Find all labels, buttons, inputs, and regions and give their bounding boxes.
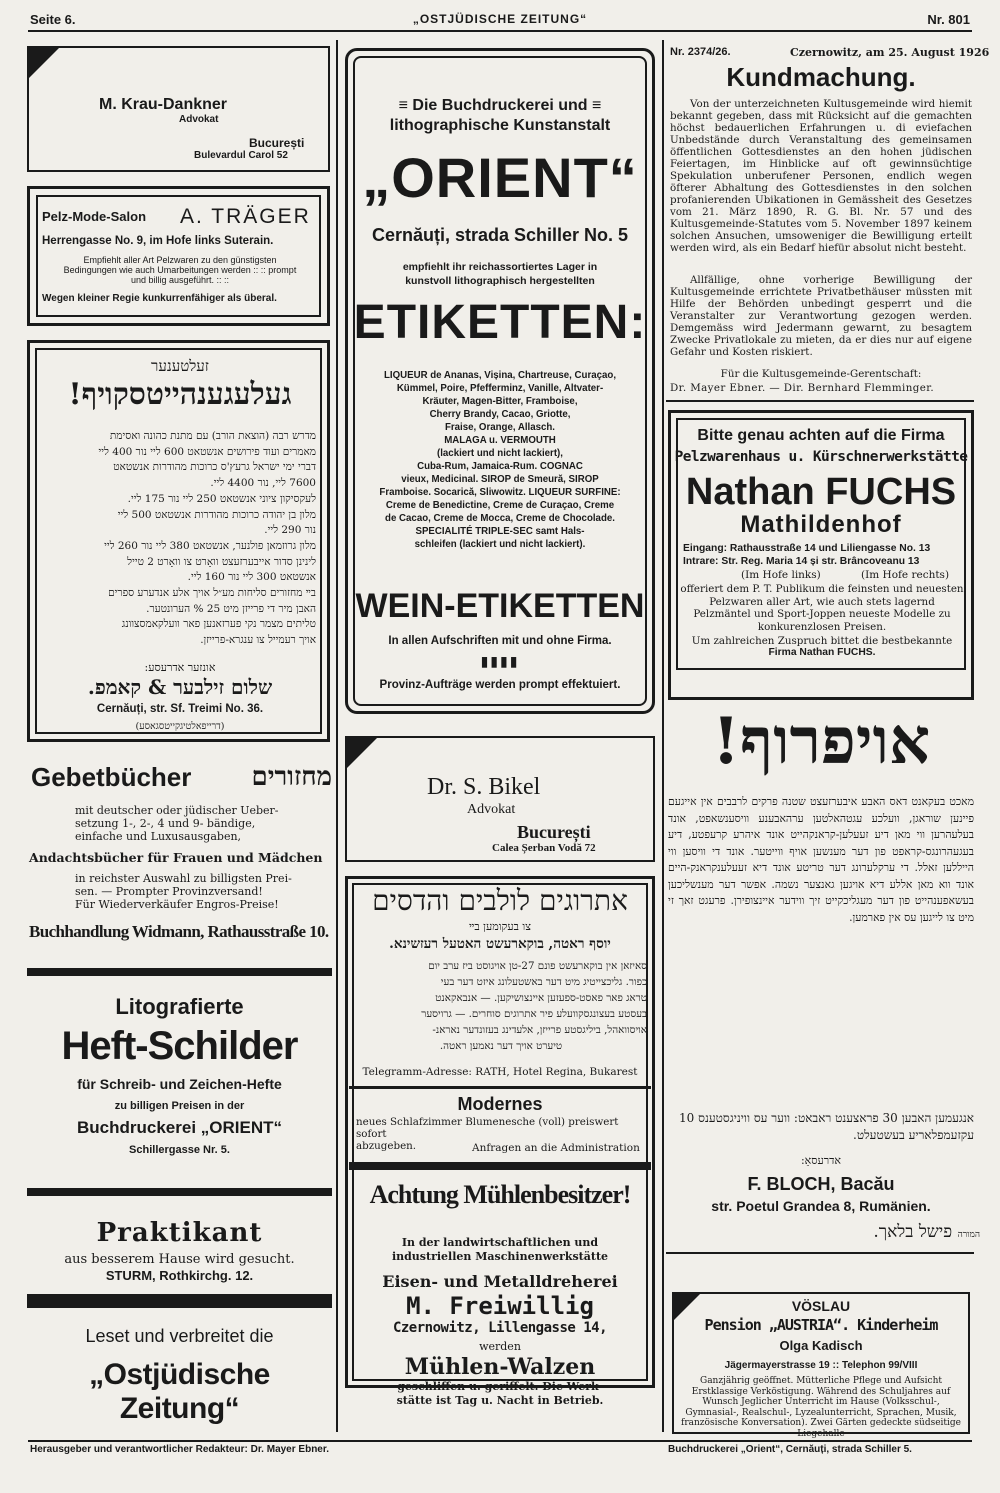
column-rule bbox=[336, 40, 338, 1432]
ayfruf-signature bbox=[780, 1222, 980, 1242]
fuchs-footer2: Firma Nathan FUCHS. bbox=[768, 647, 876, 658]
salon-address: Herrengasse No. 9, im Hofe links Suterain. bbox=[42, 235, 274, 247]
orient-name: „ORIENT“ bbox=[362, 146, 638, 209]
freiwillig-line3: Eisen- und Metalldreherei bbox=[382, 1272, 618, 1291]
esrogim-body bbox=[355, 958, 647, 1054]
leset-line2: „Ostjüdische Zeitung“ bbox=[89, 1358, 270, 1425]
ayfruf-sig-name: פישל בלאך. bbox=[873, 1222, 953, 1242]
ad-yiddish-books bbox=[27, 340, 330, 742]
fuchs-footer1: Um zahlreichen Zuspruch bittet die bestbekannte bbox=[691, 635, 953, 647]
lawyer-city: București bbox=[249, 136, 305, 150]
ayfruf-firm: F. BLOCH, Bacău bbox=[747, 1174, 895, 1194]
book-line: מאמרים ועוד פירושים אנשטאט 600 ליי נור 400 ליי bbox=[98, 445, 316, 458]
divider-bar bbox=[349, 1162, 651, 1170]
footer-printer: Buchdruckerei „Orient“, Cernăuți, strada Schiller 5. bbox=[668, 1444, 912, 1455]
kundmachung-sign2: Dr. Mayer Ebner. — Dir. Bernhard Flemminger. bbox=[670, 382, 935, 394]
modernes-line: abzugeben. bbox=[356, 1140, 417, 1152]
kundmachung-nr: Nr. 2374/26. bbox=[670, 46, 731, 58]
fuchs-line1: Bitte genau achten auf die Firma bbox=[697, 427, 945, 444]
book-line: מלון גרוזמאן פולנער, אנשטאט 380 ליי נור 260 ליי bbox=[104, 539, 316, 552]
heft-line4: zu billigen Preisen in der bbox=[114, 1100, 245, 1112]
book-line: 7600 ליי, נור 4400 ליי. bbox=[210, 477, 316, 490]
book-line: אויך רעמייל צו ענגרא-פרייזן. bbox=[200, 634, 316, 647]
ornament-blocks: ▮▮▮▮ bbox=[480, 654, 520, 670]
divider-bar bbox=[27, 1188, 332, 1196]
ayfruf-body: מאכט בעקאנט דאס האבע איבערזעצט שטנה פרקים לרבבים אין אייגעם פיינען שוראגן, וועלכע עגטהאלטען ערהאבענע וויסענשאפט, אונד בעלעהרען ווי מאן דיע זעעלען-קראנקהייט אונד איהרע קרעפטע, דיע בעגעהרונגס-קראפט פון דער מענשען אויף ווייטער. אונד די וויסען ווי הייללען זאלל. די ערקלערונג דער טריטע אונד דיא זעעלענקראנק-היים אונד ווא מאן אללע דיא אויגען גאנצער נשמה. אפשר דער מענשליכען בעשאפענהייט פון דער מעגליכקייט זיך ווידער איינצופירן. פרעגט זאך זי מיט צו לייגען עס אין פארמען. bbox=[668, 795, 974, 924]
book-line: לעקסיקון ציוני אנשטאט 250 ליי נור 175 ליי. bbox=[127, 492, 316, 505]
book-line: טליתים מצמר נקי פערזאנען פאר וועלקאמסצוונג bbox=[121, 618, 316, 631]
fuchs-eingang: Eingang: Rathausstraße 14 und Liliengasse No. 13 bbox=[683, 543, 931, 554]
signature-label: אונזער אדרעסע: bbox=[144, 661, 216, 674]
praktikant-line1: aus besserem Hause wird gesucht. bbox=[64, 1252, 295, 1267]
esrogim-headline: אתרוגים לולבים והדסים bbox=[372, 884, 628, 917]
ayfruf-sig-label: המורה bbox=[957, 1230, 980, 1240]
fuchs-name: Nathan FUCHS bbox=[685, 471, 957, 513]
etikett-line: Cherry Brandy, Cacao, Griotte, bbox=[429, 409, 571, 420]
etikett-line: de Cacao, Creme de Mocca, Creme de Chocolade. bbox=[385, 513, 615, 524]
gebet-line: mit deutscher oder jüdischer Ueber- bbox=[75, 804, 279, 817]
freiwillig-werden: werden bbox=[479, 1340, 521, 1353]
book-line: בײ מחזורים סליחות מע״ל אויך אלע אנדערע ספרים bbox=[108, 587, 316, 600]
esrogim-line: בעסטע בעצונגסקוועלע פיר אתרוגים סוחרים. — גרויסער bbox=[421, 1008, 647, 1020]
etikett-line: schleifen (lackiert und nicht lackiert). bbox=[414, 539, 586, 550]
salon-name: A. TRÄGER bbox=[180, 205, 311, 228]
book-line: מלון בן יהודה כרוכות מהודרות אנשטאט 500 ליי bbox=[117, 508, 316, 521]
orient-address: Cernăuți, strada Schiller No. 5 bbox=[371, 225, 629, 245]
ad-orient bbox=[345, 48, 655, 714]
gebet-lines bbox=[75, 804, 325, 843]
salon-footer: Wegen kleiner Regie kunkurrenfähiger als überal. bbox=[42, 293, 277, 304]
esrogim-line: כפור. גליכצייטיג מיט דער באשטעלונג איזט דער בעי bbox=[440, 976, 647, 988]
etikett-line: MALAGA u. VERMOUTH bbox=[444, 435, 556, 446]
etikett-line: Framboise. Socarică, Sliwowitz. LIQUEUR SURFINE: bbox=[379, 487, 621, 498]
fuchs-body: offeriert dem P. T. Publikum die feinsten und neuesten Pelzwaren aller Art, wie auch stets lagernd Pelzmäntel und Sport-Joppen neueste Modelle zu konkurenzlosen Preisen. bbox=[680, 583, 964, 633]
firm-address: Cernăuți, str. Sf. Treimi No. 36. bbox=[96, 703, 264, 715]
etikett-line: Cuba-Rum, Jamaica-Rum. COGNAC bbox=[417, 461, 583, 472]
salon-body: Empfiehlt aller Art Pelzwaren zu den günstigsten Bedingungen wie auch Umarbeitungen werden :: :: prompt und billig ausgeführt. :: :: bbox=[63, 255, 297, 285]
book-list bbox=[42, 429, 316, 649]
gebet-title: Gebetbücher bbox=[31, 762, 192, 792]
etikett-line: SPECIALITÉ TRIPLE-SEC samt Hals- bbox=[415, 526, 585, 537]
page-number: Seite 6. bbox=[30, 12, 76, 27]
ayfruf-street: str. Poetul Grandea 8, Rumänien. bbox=[711, 1198, 931, 1214]
gebet-lines2 bbox=[75, 872, 325, 911]
freiwillig-line5: stätte ist Tag u. Nacht in Betrieb. bbox=[396, 1394, 604, 1407]
book-line: אנשטאט 300 ליי נור 160 ליי. bbox=[187, 571, 316, 584]
ad-gebetbuecher bbox=[27, 752, 332, 962]
kundmachung-body2: Allfällige, ohne vorherige Bewilligung der Kultusgemeinde errichtete Privatbethäuser müssten mit Hilfe der Behörden unbedingt gesperrt und die Veranstalter zur Verantwortung gezogen werden. Demgemäss wird Jedermann gewarnt, zu besagtem Zwecke Privatlokale zu mieten, da er dies nur auf eigene Gefahr und Kosten riskiert. bbox=[670, 274, 972, 358]
firm-street-yiddish: (דרייפאלטיגקייטסגאסע) bbox=[135, 721, 225, 732]
ad-kraudankner bbox=[27, 46, 330, 172]
lawyer-title: Advokat bbox=[179, 114, 219, 125]
orient-wein: WEIN-ETIKETTEN bbox=[355, 587, 645, 625]
ad-traeger bbox=[27, 186, 330, 326]
kundmachung-title: Kundmachung. bbox=[726, 62, 916, 92]
gebet-andacht: Andachtsbücher für Frauen und Mädchen bbox=[29, 850, 323, 865]
etikett-line: Fraise, Orange, Allasch. bbox=[444, 422, 555, 433]
heft-line2: Heft-Schilder bbox=[61, 1024, 298, 1068]
ad-fuchs bbox=[668, 410, 974, 700]
austria-title: Pension „AUSTRIA“. Kinderheim bbox=[704, 1316, 938, 1334]
divider-rule bbox=[349, 1086, 651, 1089]
freiwillig-line4: geschliffen u. geriffelt. Die Werk- bbox=[397, 1380, 603, 1393]
freiwillig-line1: In der landwirtschaftlichen und bbox=[401, 1236, 599, 1249]
etikett-line: Kümmel, Poire, Pfefferminz, Vanille, Altvater- bbox=[396, 383, 604, 394]
etikett-line: Kräuter, Magen-Bitter, Framboise, bbox=[422, 396, 578, 407]
gebet-line: Für Wiederverkäufer Engros-Preise! bbox=[75, 898, 279, 911]
divider-bar bbox=[27, 1294, 332, 1308]
bikel-title: Advokat bbox=[467, 802, 516, 817]
heft-line3: für Schreib- und Zeichen-Hefte bbox=[77, 1076, 282, 1092]
fuchs-hof2: (Im Hofe rechts) bbox=[861, 569, 950, 581]
ayfruf-body2: אנגעמען האבען 30 פראצענט ראבאט: ווער עס וויניגסטענס 10 עקזעמפלאריע בעשטעלט. bbox=[679, 1111, 974, 1142]
book-line: מדרש רבה (הוצאת הורב) עם מתנת כהונה ואסימת bbox=[109, 430, 316, 442]
modernes-title: Modernes bbox=[457, 1094, 543, 1114]
firm-name: שלום זילבער & קאמפ. bbox=[87, 675, 273, 699]
etikett-line: (lackiert und nicht lackiert), bbox=[437, 448, 563, 459]
modernes-contact: Anfragen an die Administration bbox=[472, 1142, 640, 1154]
fuchs-line2: Pelzwarenhaus u. Kürschnerwerkstätte bbox=[674, 449, 968, 465]
etikett-line: vieux, Medicinal. SIROP de Smeură, SIROP bbox=[401, 474, 599, 485]
bikel-street: Calea Șerban Vodă 72 bbox=[492, 842, 596, 854]
orient-wein-sub: In allen Aufschriften mit und ohne Firma. bbox=[388, 635, 612, 647]
fuchs-hof1: (Im Hofe links) bbox=[741, 569, 821, 581]
footer-rule bbox=[28, 1440, 972, 1442]
lawyer-street: Bulevardul Carol 52 bbox=[194, 150, 288, 161]
etiketten-list bbox=[352, 369, 648, 551]
heft-line1: Litografierte bbox=[115, 994, 244, 1019]
ayfruf-addr-label: אדרעסאֵ: bbox=[800, 1154, 842, 1167]
book-line: דברי ימי ישראל גרעץ'ס כרוכות מהודרות אנשטאט bbox=[113, 461, 316, 474]
orient-line2: lithographische Kunstanstalt bbox=[389, 117, 611, 134]
freiwillig-muehlen: Mühlen-Walzen bbox=[404, 1354, 596, 1380]
book-line: נור 290 ליי. bbox=[264, 524, 316, 537]
freiwillig-address: Czernowitz, Lillengasse 14, bbox=[392, 1320, 608, 1336]
austria-town: VÖSLAU bbox=[791, 1298, 851, 1314]
gebet-line: in reichster Auswahl zu billigsten Prei- bbox=[75, 872, 292, 885]
gebet-firm: Buchhandlung Widmann, Rathausstraße 10. bbox=[29, 922, 329, 941]
ad-headline: געלעגענהייטסקויף! bbox=[68, 377, 292, 412]
praktikant-title: Praktikant bbox=[96, 1218, 263, 1248]
austria-address: Jägermayerstrasse 19 :: Telephon 99/VIII bbox=[724, 1360, 918, 1371]
orient-etiketten: ETIKETTEN: bbox=[353, 296, 647, 349]
etikett-line: LIQUEUR de Ananas, Vișina, Chartreuse, Curaçao, bbox=[383, 370, 617, 381]
corner-ornament bbox=[27, 46, 61, 80]
heft-line6: Schillergasse Nr. 5. bbox=[129, 1144, 230, 1156]
salon-label: Pelz-Mode-Salon bbox=[42, 209, 147, 224]
praktikant-line2: STURM, Rothkirchg. 12. bbox=[105, 1268, 254, 1283]
ad-praktikant bbox=[27, 1200, 332, 1286]
newspaper-title: „OSTJÜDISCHE ZEITUNG“ bbox=[412, 12, 588, 26]
kundmachung-date: Czernowitz, am 25. August 1926 bbox=[790, 46, 990, 59]
ad-bikel bbox=[345, 736, 655, 862]
header-rule bbox=[28, 30, 972, 32]
leset-line1: Leset und verbreitet die bbox=[85, 1326, 274, 1346]
esrogim-line: אויסוואהל, ביליגסטע פרייזן, אלעדינג בעזונדער נאראנ- bbox=[432, 1024, 647, 1036]
ad-kicker: זעלטענער bbox=[151, 357, 209, 375]
modernes-line: neues Schlafzimmer Blumenesche (voll) preiswert sofort bbox=[356, 1116, 619, 1140]
bikel-city: București bbox=[517, 822, 591, 842]
freiwillig-line2: industriellen Maschinenwerkstätte bbox=[391, 1250, 609, 1263]
kundmachung-sign1: Für die Kultusgemeinde-Gerentschaft: bbox=[720, 368, 922, 380]
divider-rule bbox=[666, 400, 974, 402]
austria-owner: Olga Kadisch bbox=[779, 1338, 863, 1353]
column-rule bbox=[662, 40, 664, 1432]
freiwillig-name: M. Freiwillig bbox=[406, 1292, 594, 1320]
kundmachung-body1: Von der unterzeichneten Kultusgemeinde wird hiemit bekannt gegeben, dass mit Rücksicht auf die gemachten höchst bedauerlichen Erfahrungen u. di eviefachen Unbedstände durch Veranstaltung des gemeinsamen öffentlichen Gottesdienstes an den hohen jüdischen Feiertagen, im Hinblicke auf oft gewinnsüchtige Spekulation unberufener Personen, endlich wegen öfterer Abhaltung des Gottesdienstes in den solchen profanierenden Ubikationen in Gemässheit des Gesetzes vom 21. März 1890, R. G. Bl. Nr. 57 und des Kultusgemeinde-Statutes vom 5. November 1897 keinem solchen Ansuchen, umsoweniger die Bewilligung erteilt werden wird, als ein Bedarf hiefür absolut nicht besteht. bbox=[670, 98, 972, 254]
esrogim-sub: צו בעקומען בײ bbox=[468, 920, 532, 933]
freiwillig-headline: Achtung Mühlenbesitzer! bbox=[369, 1180, 631, 1209]
ad-heftschilder bbox=[27, 980, 332, 1180]
austria-body: Ganzjährig geöffnet. Mütterliche Pflege und Aufsicht Erstklassige Verköstigung. Während des Schuljahres auf Wunsch Jeglicher Unterricht im Hause (Volksschul-, Gymnasial-, Realschul-, Lyzealunterricht, Sprachen, Musik, französische Konversation). Zwei Gärten gedeckte südseitige Liegehalle bbox=[681, 1376, 961, 1439]
gebet-hebrew: מחזורים bbox=[251, 762, 332, 792]
heft-line5: Buchdruckerei „ORIENT“ bbox=[77, 1118, 282, 1137]
lawyer-name: M. Krau-Dankner bbox=[99, 96, 228, 113]
gebet-line: einfache und Luxusausgaben, bbox=[75, 830, 242, 843]
esrogim-line: טראג פאר פאסט-ספעזען איינצושיקען. — אנבאקאנט bbox=[435, 992, 647, 1004]
divider-bar bbox=[27, 968, 332, 976]
corner-ornament bbox=[345, 736, 379, 770]
esrogim-line: טיערט אויך דער נאמען ראטה. bbox=[439, 1040, 563, 1052]
gebet-line: sen. — Prompter Provinzversand! bbox=[75, 885, 263, 898]
ad-austria bbox=[672, 1292, 970, 1439]
book-line: האבן מיר די פרייזן מיט 25 % הערונטער. bbox=[146, 602, 316, 615]
etikett-line: Creme de Benedictine, Creme de Curaçao, Creme bbox=[385, 500, 615, 511]
issue-number: Nr. 801 bbox=[927, 12, 970, 27]
divider-rule bbox=[666, 1252, 974, 1254]
ad-leset bbox=[27, 1318, 332, 1430]
orient-sub1: empfiehlt ihr reichassortiertes Lager in bbox=[402, 261, 598, 273]
orient-provinz: Provinz-Aufträge werden prompt effektuiert. bbox=[379, 679, 621, 691]
orient-line1: ≡ Die Buchdruckerei und ≡ bbox=[398, 97, 602, 114]
fuchs-place: Mathildenhof bbox=[740, 511, 902, 538]
esrogim-line: סאיזאן אין בוקארעשט פונם 27-טן אויגוסט ביז ערב יום bbox=[428, 960, 647, 972]
fuchs-intrare: Intrare: Str. Reg. Maria 14 și str. Brâncoveanu 13 bbox=[683, 556, 920, 567]
book-line: לינינן סדור אייבערזעצט וואָרט צו וואָרט 2 טייל bbox=[127, 555, 316, 568]
esrogim-telegram: Telegramm-Adresse: RATH, Hotel Regina, Bukarest bbox=[362, 1066, 638, 1078]
ayfruf-headline: אויפרוף! bbox=[711, 704, 931, 779]
footer-editor: Herausgeber und verantwortlicher Redakteur: Dr. Mayer Ebner. bbox=[30, 1444, 329, 1455]
esrogim-name: יוסף ראטה, בוקארעשט האטעל רעזשינא. bbox=[389, 936, 611, 952]
orient-sub2: kunstvoll lithographisch hergestellten bbox=[405, 275, 595, 287]
gebet-line: setzung 1-, 2-, 4 und 9- bändige, bbox=[75, 817, 256, 830]
bikel-name: Dr. S. Bikel bbox=[427, 774, 541, 800]
